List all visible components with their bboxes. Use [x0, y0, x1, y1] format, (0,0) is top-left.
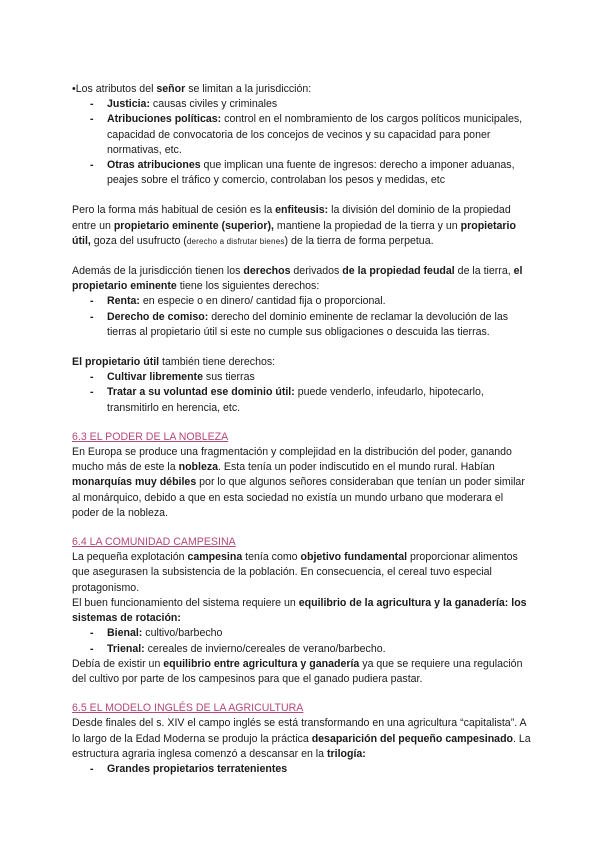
section-heading-peasant-community: 6.4 LA COMUNIDAD CAMPESINA: [72, 536, 236, 549]
nobility-paragraph: En Europa se produce una fragmentación y complejidad en la distribución del poder, ganando mucho más de este la nobleza. Esta tenía un poder indiscutido en el mundo rural. Habían monarquías muy débiles por lo que algunos señores consideraban que tenían un poder similar al monárquico, debido a que en esta sociedad no existía un mundo urbano que moderara el poder de la nobleza.: [72, 446, 525, 519]
list-item: - Cultivar libremente sus tierras: [107, 370, 532, 385]
lords-attributes-intro: •Los atributos del señor se limitan a la jurisdicción:: [72, 83, 312, 95]
list-item: - Derecho de comiso: derecho del dominio eminente de reclamar la devolución de las tierras al propietario útil si este no cumple sus obligaciones o descuida las tierras.: [107, 310, 532, 340]
list-item: - Renta: en especie o en dinero/ cantidad fija o proporcional.: [107, 294, 532, 309]
rotation-paragraph: El buen funcionamiento del sistema requiere un equilibrio de la agricultura y la ganadería: los sistemas de rotación:: [72, 596, 527, 625]
list-item: - Bienal: cultivo/barbecho: [107, 626, 532, 641]
section-heading-nobility: 6.3 EL PODER DE LA NOBLEZA: [72, 430, 229, 443]
peasant-paragraph: La pequeña explotación campesina tenía como objetivo fundamental proporcionar alimentos que asegurasen la subsistencia de la población. En consecuencia, el cereal tuvo especial protagonismo.: [72, 551, 518, 594]
list-item: - Trienal: cereales de invierno/cereales de verano/barbecho.: [107, 642, 532, 657]
balance-paragraph: Debía de existir un equilibrio entre agricultura y ganadería ya que se requiere una regulación del cultivo por parte de los campesinos para que el ganado pudiera pastar.: [72, 657, 523, 685]
document-page: [72, 82, 532, 777]
eminent-owner-paragraph: Además de la jurisdicción tienen los derechos derivados de la propiedad feudal de la tierra, el propietario eminente tiene los siguientes derechos:: [72, 265, 523, 293]
list-item: - Atribuciones políticas: control en el nombramiento de los cargos políticos municipales, capacidad de convocatoria de los concejos de vecinos y su capacidad para poner normativas, etc.: [107, 112, 532, 158]
useful-owner-paragraph: El propietario útil también tiene derechos:: [72, 356, 276, 369]
list-item: - Tratar a su voluntad ese dominio útil: puede venderlo, infeudarlo, hipotecarlo, transmitirlo en herencia, etc.: [107, 385, 532, 415]
eminent-rights-list: [72, 294, 532, 340]
english-model-paragraph: Desde finales del s. XIV el campo inglés se está transformando en una agricultura “capitalista”. A lo largo de la Edad Moderna se produjo la práctica desaparición del pequeño campesinado. La estructura agraria inglesa comenzó a descansar en la trilogía:: [72, 717, 531, 760]
list-item: - Otras atribuciones que implican una fuente de ingresos: derecho a imponer aduanas, peajes sobre el tráfico y comercio, controlaban los pesos y medidas, etc: [107, 158, 532, 188]
section-heading-english-model: 6.5 EL MODELO INGLÉS DE LA AGRICULTURA: [72, 702, 304, 715]
list-item: - Justicia: causas civiles y criminales: [107, 97, 532, 112]
list-item: - Grandes propietarios terratenientes: [107, 762, 532, 777]
useful-rights-list: [72, 370, 532, 416]
rotation-list: [72, 626, 532, 656]
lords-attributes-list: [72, 97, 532, 188]
enfiteusis-paragraph: Pero la forma más habitual de cesión es la enfiteusis: la división del dominio de la propiedad entre un propietario eminente (superior), mantiene la propiedad de la tierra y un propietario útil, goza del usufructo (derecho a disfrutar bienes) de la tierra de forma perpetua.: [72, 204, 516, 247]
trilogy-list: [72, 762, 532, 777]
